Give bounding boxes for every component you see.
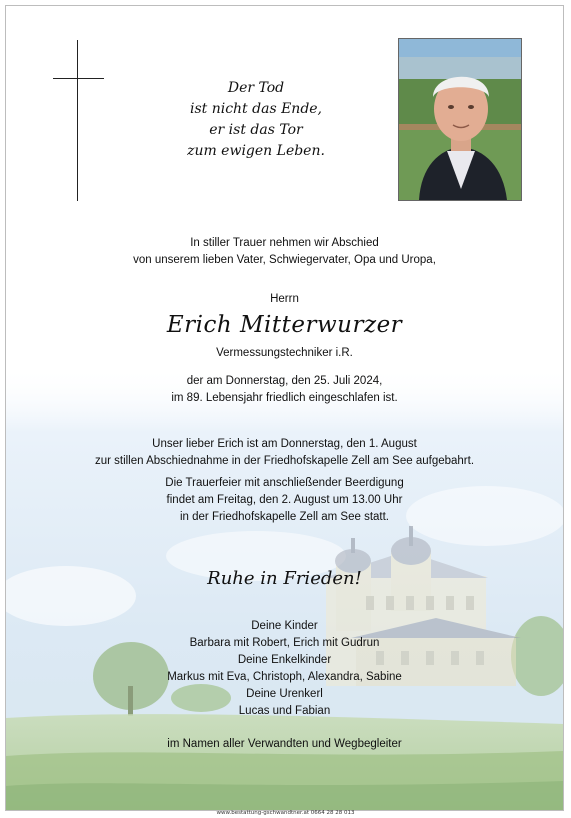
- mourners-final: [6, 736, 563, 753]
- deceased-name: Erich Mitterwurzer: [166, 312, 403, 338]
- mourners-final-text: im Namen aller Verwandten und Wegbegleiter: [167, 738, 402, 750]
- salutation-text: Herrn: [270, 293, 299, 305]
- mourner-line: Deine Urenkerl: [246, 688, 323, 700]
- salutation: [6, 291, 563, 308]
- deceased-title-text: Vermessungstechniker i.R.: [216, 347, 353, 359]
- mourner-line: Deine Enkelkinder: [237, 654, 332, 666]
- mourner-line: Lucas und Fabian: [238, 705, 331, 717]
- viewing-notice: [6, 436, 563, 470]
- funeral-line: findet am Freitag, den 2. August um 13.00 Uhr: [166, 494, 403, 506]
- mourner-line: Barbara mit Robert, Erich mit Gudrun: [189, 637, 380, 649]
- viewing-line: Unser lieber Erich ist am Donnerstag, den 1. August: [152, 438, 417, 450]
- death-notice: [6, 373, 563, 407]
- intro-text: [6, 235, 563, 269]
- death-notice-line: im 89. Lebensjahr friedlich eingeschlafen ist.: [171, 392, 398, 404]
- obituary-card: [5, 5, 564, 811]
- mourner-line: Markus mit Eva, Christoph, Alexandra, Sabine: [167, 671, 402, 683]
- poem-line: zum ewigen Leben.: [187, 143, 325, 159]
- poem-line: Der Tod: [227, 80, 285, 96]
- deceased-title: [6, 345, 563, 362]
- poem-line: ist nicht das Ende,: [189, 101, 323, 117]
- intro-line: von unserem lieben Vater, Schwiegervater, Opa und Uropa,: [133, 254, 436, 266]
- portrait-photo: [398, 38, 522, 201]
- footer-contact: www.bestattung-gschwandtner.at 0664 28 28 013: [216, 810, 355, 816]
- cross-icon: [77, 40, 78, 201]
- closing-phrase: Ruhe in Frieden!: [207, 568, 362, 589]
- death-notice-line: der am Donnerstag, den 25. Juli 2024,: [186, 375, 383, 387]
- funeral-line: Die Trauerfeier mit anschließender Beerdigung: [165, 477, 404, 489]
- intro-line: In stiller Trauer nehmen wir Abschied: [190, 237, 379, 249]
- funeral-line: in der Friedhofskapelle Zell am See statt.: [179, 511, 390, 523]
- viewing-line: zur stillen Abschiednahme in der Friedhofskapelle Zell am See aufgebahrt.: [94, 455, 475, 467]
- funeral-notice: [6, 475, 563, 526]
- mourners: [6, 618, 563, 720]
- cross-icon-bar: [53, 78, 104, 79]
- poem: [156, 78, 356, 162]
- mourner-line: Deine Kinder: [251, 620, 318, 632]
- poem-line: er ist das Tor: [209, 122, 303, 138]
